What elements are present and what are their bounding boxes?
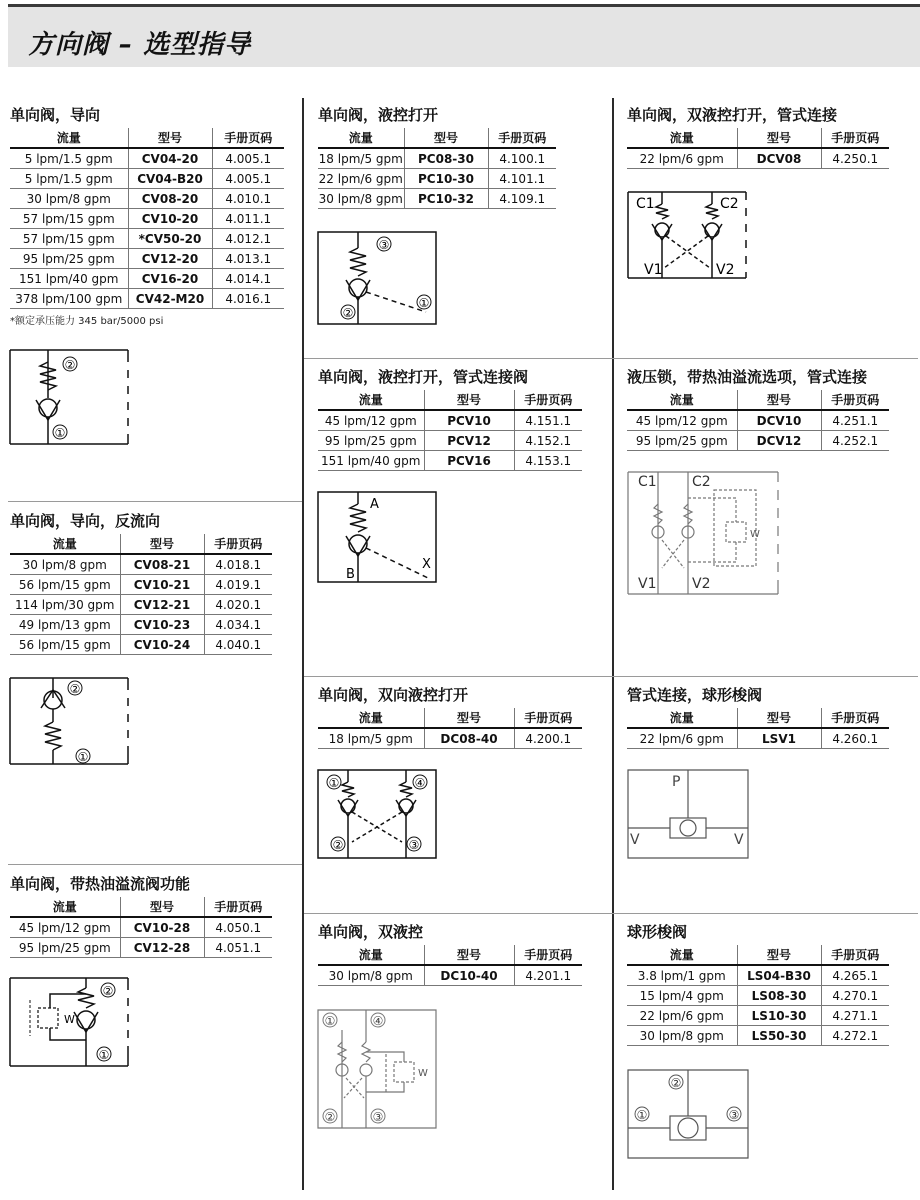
cell-page: 4.101.1 bbox=[488, 169, 556, 189]
table-row bbox=[627, 431, 889, 451]
column-header-page: 手册页码 bbox=[514, 390, 582, 410]
table-row bbox=[627, 965, 889, 986]
table-row bbox=[10, 554, 272, 575]
cell-page: 4.012.1 bbox=[212, 229, 284, 249]
section-title: 单向阀，液控打开 bbox=[318, 106, 439, 124]
port-4-label: ④ bbox=[372, 1014, 384, 1028]
cell-flow: 56 lpm/15 gpm bbox=[10, 635, 120, 655]
table-row bbox=[627, 148, 889, 169]
double-pilot-check-valve-symbol bbox=[316, 1008, 440, 1132]
table-header-row bbox=[318, 390, 582, 410]
section-title: 单向阀，双向液控打开 bbox=[318, 686, 469, 704]
cell-page: 4.201.1 bbox=[514, 965, 582, 986]
column-header-flow: 流量 bbox=[627, 128, 737, 148]
cell-page: 4.005.1 bbox=[212, 148, 284, 169]
column-header-page: 手册页码 bbox=[204, 534, 272, 554]
cell-page: 4.200.1 bbox=[514, 728, 582, 749]
table-row bbox=[318, 431, 582, 451]
cell-flow: 30 lpm/8 gpm bbox=[318, 965, 424, 986]
column-header-flow: 流量 bbox=[10, 128, 128, 148]
cell-model: PC08-30 bbox=[404, 148, 488, 169]
cell-flow: 18 lpm/5 gpm bbox=[318, 148, 404, 169]
cell-model: CV08-20 bbox=[128, 189, 212, 209]
section-title: 球形梭阀 bbox=[627, 923, 688, 941]
check-valve-symbol bbox=[8, 348, 130, 448]
cell-model: CV12-21 bbox=[120, 595, 204, 615]
cell-page: 4.005.1 bbox=[212, 169, 284, 189]
port-3-label: ③ bbox=[408, 838, 420, 852]
cell-flow: 15 lpm/4 gpm bbox=[627, 986, 737, 1006]
cell-flow: 22 lpm/6 gpm bbox=[627, 148, 737, 169]
column-header-flow: 流量 bbox=[627, 390, 737, 410]
port-2-label: ② bbox=[69, 682, 81, 696]
section-divider bbox=[8, 864, 302, 865]
section-title: 单向阀，双液控打开，管式连接 bbox=[627, 106, 838, 124]
cell-model: CV42-M20 bbox=[128, 289, 212, 309]
cell-flow: 45 lpm/12 gpm bbox=[10, 917, 120, 938]
cell-flow: 95 lpm/25 gpm bbox=[627, 431, 737, 451]
cell-page: 4.270.1 bbox=[821, 986, 889, 1006]
table-header-row bbox=[627, 708, 889, 728]
thermal-relief-check-valve-symbol bbox=[8, 976, 132, 1070]
cell-page: 4.152.1 bbox=[514, 431, 582, 451]
cell-model: PCV10 bbox=[424, 410, 514, 431]
cell-model: LSV1 bbox=[737, 728, 821, 749]
cell-flow: 57 lpm/15 gpm bbox=[10, 229, 128, 249]
column-header-page: 手册页码 bbox=[488, 128, 556, 148]
table-row bbox=[627, 728, 889, 749]
section-title: 单向阀，导向 bbox=[10, 106, 101, 124]
port-1-label: ① bbox=[324, 1014, 336, 1028]
section-cv-pilot bbox=[10, 104, 284, 327]
table-row bbox=[627, 986, 889, 1006]
cell-page: 4.153.1 bbox=[514, 451, 582, 471]
table-row bbox=[627, 1026, 889, 1046]
cell-flow: 45 lpm/12 gpm bbox=[318, 410, 424, 431]
port-2-label: ② bbox=[342, 306, 354, 320]
section-ls-shuttle bbox=[627, 921, 889, 1046]
column-header-model: 型号 bbox=[404, 128, 488, 148]
cell-page: 4.040.1 bbox=[204, 635, 272, 655]
cell-page: 4.010.1 bbox=[212, 189, 284, 209]
table-row bbox=[318, 728, 582, 749]
spring-icon bbox=[350, 248, 366, 276]
cell-flow: 378 lpm/100 gpm bbox=[10, 289, 128, 309]
spring-icon bbox=[78, 988, 94, 1008]
hydraulic-lock-symbol bbox=[626, 470, 782, 598]
table-row bbox=[10, 169, 284, 189]
table-row bbox=[318, 148, 556, 169]
cell-model: LS04-B30 bbox=[737, 965, 821, 986]
cell-flow: 30 lpm/8 gpm bbox=[318, 189, 404, 209]
cell-page: 4.050.1 bbox=[204, 917, 272, 938]
pilot-check-valve-line-symbol bbox=[316, 490, 440, 586]
column-header-model: 型号 bbox=[737, 128, 821, 148]
table-row bbox=[318, 189, 556, 209]
column-header-flow: 流量 bbox=[318, 708, 424, 728]
cell-model: PCV12 bbox=[424, 431, 514, 451]
section-dcv-lock bbox=[627, 366, 889, 451]
column-header-flow: 流量 bbox=[627, 708, 737, 728]
section-title: 单向阀，液控打开，管式连接阀 bbox=[318, 368, 529, 386]
table-header-row bbox=[627, 390, 889, 410]
column-header-model: 型号 bbox=[424, 945, 514, 965]
cell-flow: 57 lpm/15 gpm bbox=[10, 209, 128, 229]
cell-flow: 22 lpm/6 gpm bbox=[627, 728, 737, 749]
cell-flow: 30 lpm/8 gpm bbox=[10, 189, 128, 209]
column-header-page: 手册页码 bbox=[821, 128, 889, 148]
section-lsv-line bbox=[627, 684, 889, 749]
cell-model: *CV50-20 bbox=[128, 229, 212, 249]
cell-flow: 95 lpm/25 gpm bbox=[318, 431, 424, 451]
cell-page: 4.018.1 bbox=[204, 554, 272, 575]
cell-page: 4.011.1 bbox=[212, 209, 284, 229]
cell-model: CV08-21 bbox=[120, 554, 204, 575]
table-row bbox=[10, 269, 284, 289]
section-pc-open bbox=[318, 104, 556, 209]
port-c2-label: C2 bbox=[720, 196, 739, 212]
cell-model: CV04-20 bbox=[128, 148, 212, 169]
shuttle-valve-symbol bbox=[626, 1068, 752, 1162]
table-header-row bbox=[318, 128, 556, 148]
column-header-model: 型号 bbox=[737, 390, 821, 410]
column-header-model: 型号 bbox=[737, 945, 821, 965]
cell-model: LS50-30 bbox=[737, 1026, 821, 1046]
table-header-row bbox=[10, 534, 272, 554]
section-divider bbox=[304, 358, 918, 359]
spring-icon bbox=[342, 782, 354, 797]
spring-icon bbox=[656, 204, 668, 219]
section-title: 液压锁，带热油溢流选项，管式连接 bbox=[627, 368, 868, 386]
selection-table bbox=[10, 897, 272, 958]
port-v1-label: V1 bbox=[644, 262, 663, 278]
cell-model: CV04-B20 bbox=[128, 169, 212, 189]
cell-page: 4.019.1 bbox=[204, 575, 272, 595]
table-header-row bbox=[318, 945, 582, 965]
cell-model: LS10-30 bbox=[737, 1006, 821, 1026]
port-1-label: ① bbox=[328, 776, 340, 790]
cell-page: 4.014.1 bbox=[212, 269, 284, 289]
section-divider bbox=[304, 913, 918, 914]
column-header-flow: 流量 bbox=[318, 128, 404, 148]
port-v2-label: V2 bbox=[692, 576, 711, 592]
column-divider-2 bbox=[612, 98, 614, 1190]
column-header-flow: 流量 bbox=[10, 897, 120, 917]
column-header-page: 手册页码 bbox=[821, 708, 889, 728]
port-v-right-label: V bbox=[734, 832, 744, 848]
cell-flow: 151 lpm/40 gpm bbox=[318, 451, 424, 471]
pressure-note: *额定承压能力 345 bar/5000 psi bbox=[10, 316, 164, 327]
cell-model: DC10-40 bbox=[424, 965, 514, 986]
cell-page: 4.109.1 bbox=[488, 189, 556, 209]
section-title: 单向阀，导向，反流向 bbox=[10, 512, 161, 530]
column-header-flow: 流量 bbox=[627, 945, 737, 965]
table-header-row bbox=[627, 128, 889, 148]
dual-pilot-line-check-valve-symbol bbox=[626, 190, 750, 282]
cell-model: CV12-20 bbox=[128, 249, 212, 269]
w-label: W bbox=[750, 529, 760, 540]
column-header-model: 型号 bbox=[120, 897, 204, 917]
section-divider bbox=[304, 676, 918, 677]
cell-flow: 151 lpm/40 gpm bbox=[10, 269, 128, 289]
cell-model: PC10-32 bbox=[404, 189, 488, 209]
table-row bbox=[10, 938, 272, 958]
section-dc-dual bbox=[318, 684, 582, 749]
port-1-label: ① bbox=[98, 1048, 110, 1062]
selection-table bbox=[627, 945, 889, 1046]
table-row bbox=[10, 289, 284, 309]
table-row bbox=[10, 635, 272, 655]
cell-page: 4.265.1 bbox=[821, 965, 889, 986]
port-2-label: ② bbox=[64, 358, 76, 372]
cell-model: CV10-28 bbox=[120, 917, 204, 938]
selection-table bbox=[10, 128, 284, 309]
table-row bbox=[10, 917, 272, 938]
cell-model: CV10-23 bbox=[120, 615, 204, 635]
table-row bbox=[627, 1006, 889, 1026]
port-3-label: ③ bbox=[378, 238, 390, 252]
cell-model: PCV16 bbox=[424, 451, 514, 471]
port-c1-label: C1 bbox=[638, 474, 657, 490]
section-title: 管式连接，球形梭阀 bbox=[627, 686, 763, 704]
port-1-label: ① bbox=[77, 750, 89, 764]
table-row bbox=[627, 410, 889, 431]
table-header-row bbox=[627, 945, 889, 965]
w-label: W bbox=[418, 1068, 428, 1079]
cell-flow: 5 lpm/1.5 gpm bbox=[10, 169, 128, 189]
title-bar bbox=[8, 7, 920, 67]
port-3-label: ③ bbox=[372, 1110, 384, 1124]
cell-page: 4.034.1 bbox=[204, 615, 272, 635]
column-header-page: 手册页码 bbox=[204, 897, 272, 917]
column-header-model: 型号 bbox=[737, 708, 821, 728]
selection-table bbox=[318, 708, 582, 749]
table-row bbox=[318, 169, 556, 189]
cell-flow: 45 lpm/12 gpm bbox=[627, 410, 737, 431]
page-title: 方向阀 – 选型指导 bbox=[28, 30, 252, 60]
column-divider-1 bbox=[302, 98, 304, 1190]
cell-model: CV16-20 bbox=[128, 269, 212, 289]
selection-table bbox=[627, 128, 889, 169]
column-header-model: 型号 bbox=[424, 390, 514, 410]
cell-model: PC10-30 bbox=[404, 169, 488, 189]
table-row bbox=[10, 148, 284, 169]
ball-icon bbox=[39, 399, 57, 417]
column-header-page: 手册页码 bbox=[514, 945, 582, 965]
port-4-label: ④ bbox=[414, 776, 426, 790]
table-row bbox=[10, 249, 284, 269]
column-header-flow: 流量 bbox=[318, 945, 424, 965]
cell-model: LS08-30 bbox=[737, 986, 821, 1006]
ball-icon bbox=[349, 279, 367, 297]
port-2-label: ② bbox=[332, 838, 344, 852]
port-p-label: P bbox=[672, 774, 681, 790]
cell-model: CV12-28 bbox=[120, 938, 204, 958]
table-row bbox=[10, 595, 272, 615]
selection-table bbox=[627, 708, 889, 749]
port-c2-label: C2 bbox=[692, 474, 711, 490]
cell-flow: 114 lpm/30 gpm bbox=[10, 595, 120, 615]
column-header-page: 手册页码 bbox=[212, 128, 284, 148]
column-header-page: 手册页码 bbox=[821, 390, 889, 410]
ball-icon bbox=[349, 535, 367, 553]
cell-flow: 30 lpm/8 gpm bbox=[627, 1026, 737, 1046]
table-row bbox=[10, 189, 284, 209]
port-c1-label: C1 bbox=[636, 196, 655, 212]
column-header-model: 型号 bbox=[120, 534, 204, 554]
table-row bbox=[10, 615, 272, 635]
cell-page: 4.252.1 bbox=[821, 431, 889, 451]
cell-page: 4.251.1 bbox=[821, 410, 889, 431]
cell-model: CV10-21 bbox=[120, 575, 204, 595]
section-cv-thermal bbox=[10, 873, 272, 958]
port-2-label: ② bbox=[670, 1076, 682, 1090]
selection-table bbox=[10, 534, 272, 655]
cell-flow: 95 lpm/25 gpm bbox=[10, 938, 120, 958]
cell-flow: 22 lpm/6 gpm bbox=[318, 169, 404, 189]
cell-page: 4.051.1 bbox=[204, 938, 272, 958]
w-label: W bbox=[64, 1013, 75, 1026]
selection-table bbox=[627, 390, 889, 451]
cell-model: DCV08 bbox=[737, 148, 821, 169]
selection-table bbox=[318, 128, 556, 209]
cell-flow: 18 lpm/5 gpm bbox=[318, 728, 424, 749]
table-row bbox=[318, 965, 582, 986]
cell-model: CV10-20 bbox=[128, 209, 212, 229]
cell-page: 4.016.1 bbox=[212, 289, 284, 309]
port-1-label: ① bbox=[418, 296, 430, 310]
table-row bbox=[10, 229, 284, 249]
line-shuttle-valve-symbol bbox=[626, 768, 752, 862]
dual-pilot-check-valve-symbol bbox=[316, 768, 440, 860]
ball-icon bbox=[77, 1011, 95, 1029]
table-row bbox=[10, 575, 272, 595]
table-header-row bbox=[10, 128, 284, 148]
port-2-label: ② bbox=[324, 1110, 336, 1124]
cell-page: 4.100.1 bbox=[488, 148, 556, 169]
port-b-label: B bbox=[346, 567, 355, 582]
port-1-label: ① bbox=[636, 1108, 648, 1122]
port-a-label: A bbox=[370, 497, 379, 512]
column-header-page: 手册页码 bbox=[514, 708, 582, 728]
spring-icon bbox=[45, 722, 61, 750]
cell-flow: 56 lpm/15 gpm bbox=[10, 575, 120, 595]
cell-flow: 95 lpm/25 gpm bbox=[10, 249, 128, 269]
cell-flow: 22 lpm/6 gpm bbox=[627, 1006, 737, 1026]
column-header-model: 型号 bbox=[128, 128, 212, 148]
spring-icon bbox=[400, 782, 412, 797]
port-x-label: X bbox=[422, 557, 431, 572]
cell-model: DCV10 bbox=[737, 410, 821, 431]
selection-table bbox=[318, 945, 582, 986]
section-title: 单向阀，双液控 bbox=[318, 923, 424, 941]
table-row bbox=[10, 209, 284, 229]
section-cv-reverse bbox=[10, 510, 272, 655]
cell-model: CV10-24 bbox=[120, 635, 204, 655]
cell-page: 4.020.1 bbox=[204, 595, 272, 615]
column-header-flow: 流量 bbox=[10, 534, 120, 554]
cell-model: DC08-40 bbox=[424, 728, 514, 749]
table-header-row bbox=[10, 897, 272, 917]
cell-page: 4.260.1 bbox=[821, 728, 889, 749]
section-divider bbox=[8, 501, 302, 502]
port-1-label: ① bbox=[54, 426, 66, 440]
cell-page: 4.151.1 bbox=[514, 410, 582, 431]
cell-flow: 5 lpm/1.5 gpm bbox=[10, 148, 128, 169]
spring-icon bbox=[350, 504, 366, 532]
column-header-model: 型号 bbox=[424, 708, 514, 728]
pilot-check-valve-symbol bbox=[316, 230, 440, 328]
port-v2-label: V2 bbox=[716, 262, 735, 278]
table-header-row bbox=[318, 708, 582, 728]
port-2-label: ② bbox=[102, 984, 114, 998]
section-dcv-dual bbox=[627, 104, 889, 169]
port-v-left-label: V bbox=[630, 832, 640, 848]
section-dc-double bbox=[318, 921, 582, 986]
reverse-check-valve-symbol bbox=[8, 676, 132, 768]
port-3-label: ③ bbox=[728, 1108, 740, 1122]
cell-flow: 49 lpm/13 gpm bbox=[10, 615, 120, 635]
table-row bbox=[318, 451, 582, 471]
section-pcv-line bbox=[318, 366, 582, 471]
spring-icon bbox=[706, 204, 718, 219]
column-header-page: 手册页码 bbox=[821, 945, 889, 965]
cell-page: 4.271.1 bbox=[821, 1006, 889, 1026]
cell-page: 4.013.1 bbox=[212, 249, 284, 269]
section-title: 单向阀，带热油溢流阀功能 bbox=[10, 875, 191, 893]
selection-table bbox=[318, 390, 582, 471]
cell-model: DCV12 bbox=[737, 431, 821, 451]
cell-page: 4.272.1 bbox=[821, 1026, 889, 1046]
cell-flow: 3.8 lpm/1 gpm bbox=[627, 965, 737, 986]
cell-page: 4.250.1 bbox=[821, 148, 889, 169]
cell-flow: 30 lpm/8 gpm bbox=[10, 554, 120, 575]
table-row bbox=[318, 410, 582, 431]
port-v1-label: V1 bbox=[638, 576, 657, 592]
column-header-flow: 流量 bbox=[318, 390, 424, 410]
